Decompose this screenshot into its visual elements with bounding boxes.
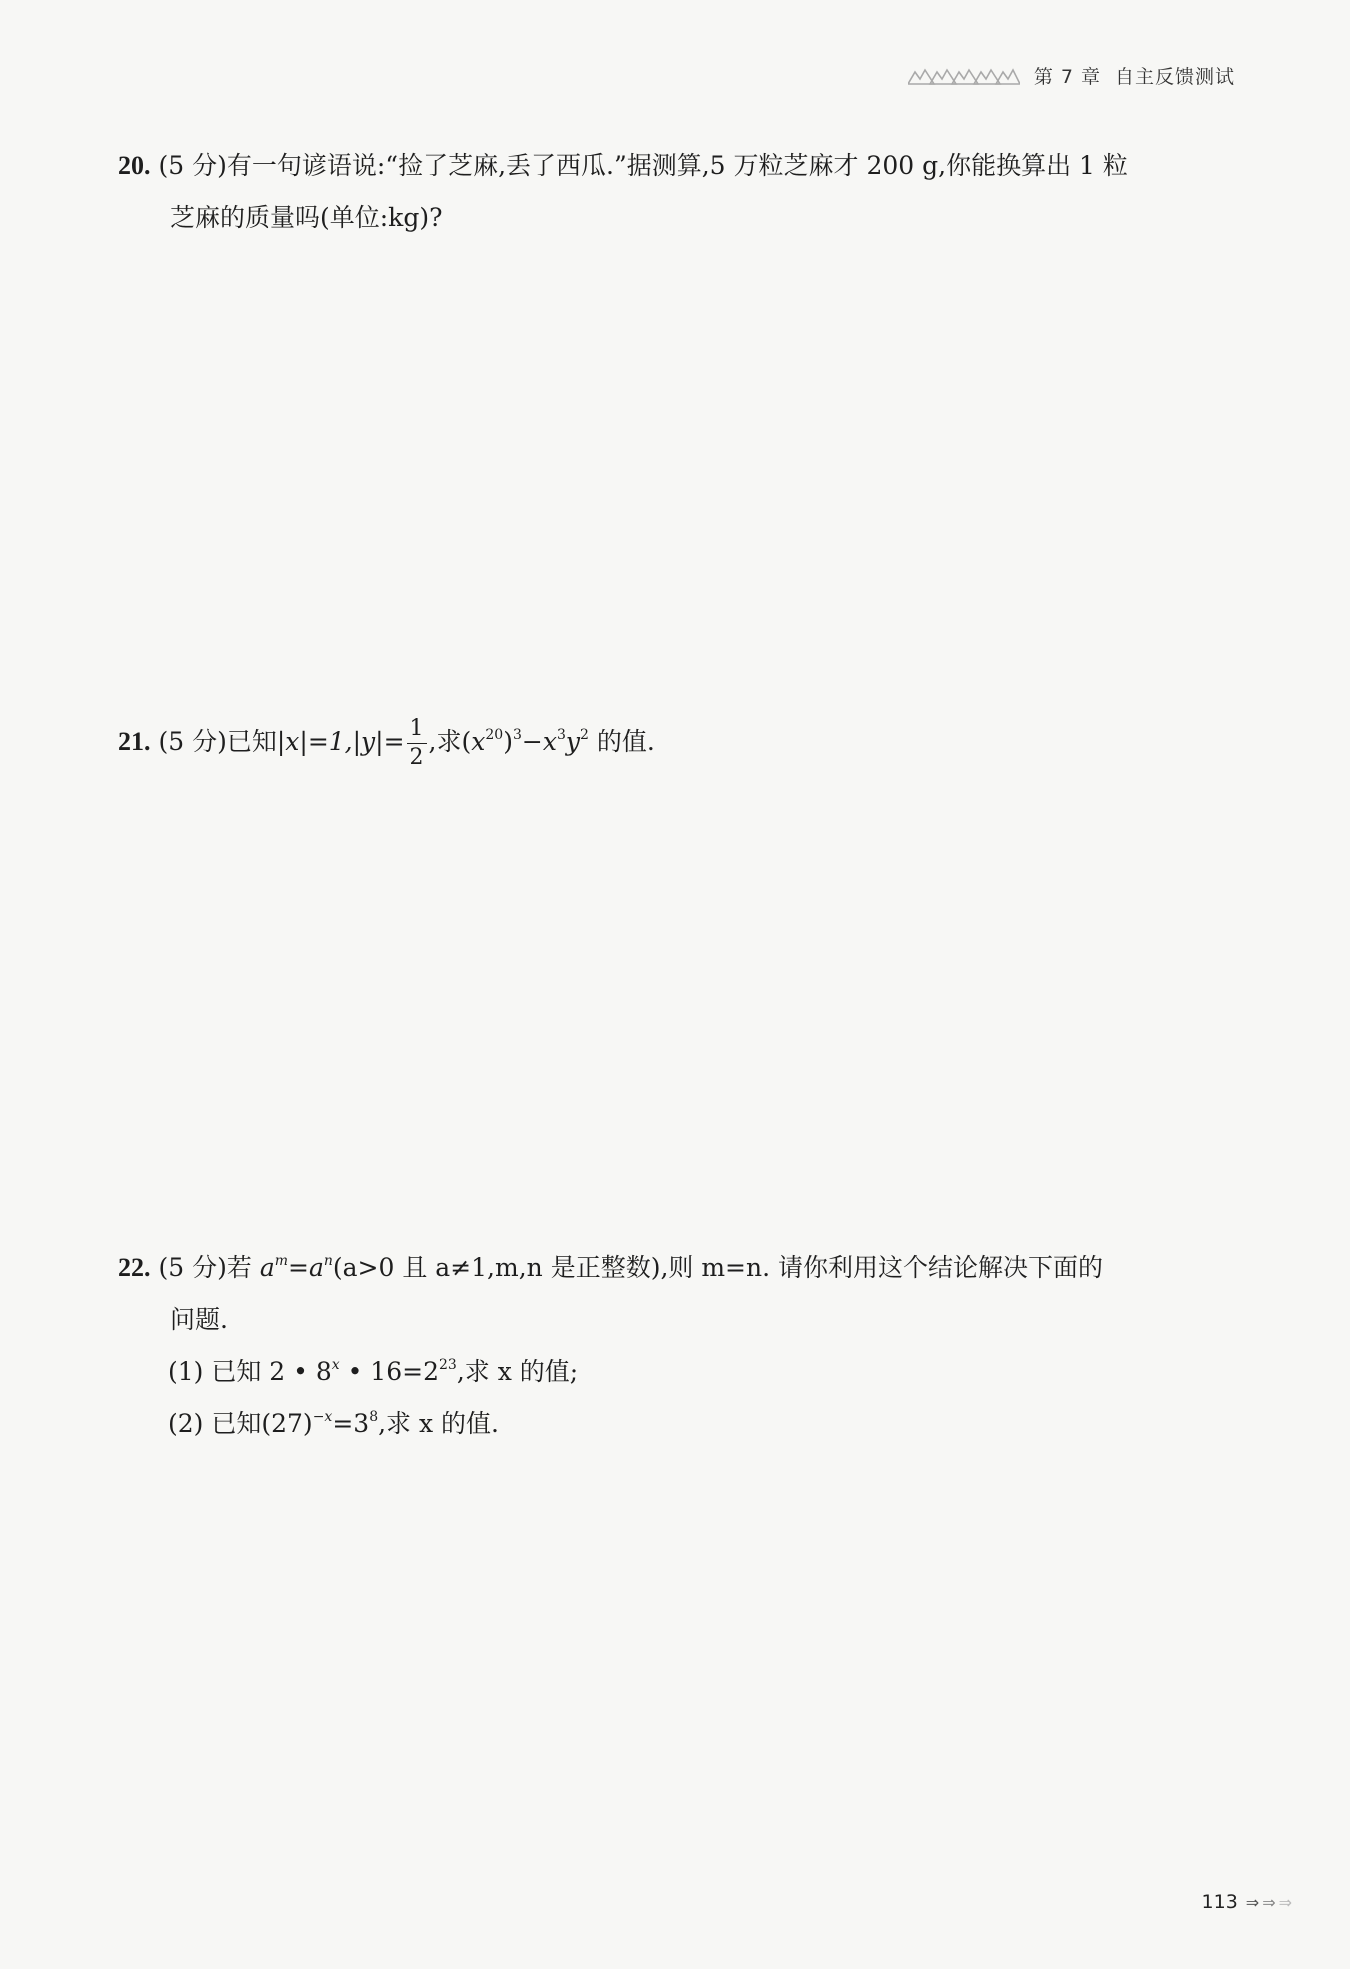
subquestion-1: [118, 1346, 1238, 1398]
math-var: x: [542, 727, 557, 756]
math-operator: −: [521, 727, 543, 756]
mountain-decoration-icon: [908, 67, 1020, 85]
question-text: (a>0 且 a≠1,m,n 是正整数),则 m=n. 请你利用这个结论解决下面的: [332, 1253, 1103, 1282]
math-exponent: 23: [438, 1357, 457, 1373]
math-paren: ): [503, 727, 513, 756]
question-20-line1: [118, 140, 1238, 192]
question-20: [118, 140, 1238, 244]
math-exponent: 2: [579, 727, 589, 743]
question-21: [118, 716, 1238, 769]
fraction-numerator: 1: [407, 718, 427, 744]
question-text: (5 分)有一句谚语说:“捡了芝麻,丢了西瓜.”据测算,5 万粒芝麻才 200 g,你能换算出 1 粒: [158, 151, 1128, 180]
page-footer: [1202, 1891, 1292, 1913]
math-exponent: −x: [312, 1409, 333, 1425]
question-22-line1: [118, 1242, 1238, 1294]
question-number: 20.: [118, 151, 151, 180]
question-text: (5 分)若: [158, 1253, 260, 1282]
math-operator: =: [288, 1253, 309, 1282]
math-exponent: 8: [369, 1409, 379, 1425]
subquestion-text: ,求 x 的值;: [456, 1357, 579, 1386]
question-text: 的值.: [588, 727, 655, 756]
page-number: 113: [1201, 1891, 1238, 1913]
section-title: 自主反馈测试: [1114, 66, 1235, 88]
math-var: y: [565, 727, 580, 756]
arrow-decoration: [1246, 1893, 1292, 1912]
subquestion-text: (1) 已知 2 • 8: [168, 1357, 332, 1386]
question-number: 21.: [118, 727, 151, 756]
fraction-denominator: 2: [409, 745, 424, 770]
arrow-right-icon: ⇒: [1245, 1892, 1260, 1912]
math-var: x: [471, 727, 486, 756]
chapter-label: 第 7 章: [1033, 66, 1101, 88]
question-22: [118, 1242, 1238, 1450]
mountain-icon: [908, 67, 1020, 85]
arrow-right-icon: ⇒: [1262, 1892, 1276, 1912]
page-header: [908, 62, 1235, 89]
math-exponent: n: [323, 1253, 333, 1269]
arrow-right-icon: ⇒: [1278, 1892, 1292, 1912]
subquestion-text: (2) 已知(27): [168, 1409, 313, 1438]
subquestion-text: ,求 x 的值.: [378, 1409, 499, 1438]
math-exponent: 3: [512, 727, 522, 743]
subquestion-text: =3: [332, 1409, 370, 1438]
question-text: (5 分)已知: [158, 727, 277, 756]
math-exponent: 3: [556, 727, 566, 743]
math-exponent: 20: [485, 727, 504, 743]
math-var: a: [308, 1253, 324, 1282]
subquestion-2: [118, 1398, 1238, 1450]
math-exponent: x: [331, 1357, 340, 1373]
question-number: 22.: [118, 1253, 151, 1282]
math-exponent: m: [274, 1253, 288, 1269]
question-text: ,求(: [428, 727, 472, 756]
math-var: a: [259, 1253, 275, 1282]
math-abs: |x|=1,|y|=: [276, 727, 405, 756]
question-22-line2: 问题.: [170, 1305, 228, 1334]
fraction: [407, 718, 427, 769]
subquestion-text: • 16=2: [339, 1357, 439, 1386]
question-20-line2: 芝麻的质量吗(单位:kg)?: [170, 203, 443, 232]
